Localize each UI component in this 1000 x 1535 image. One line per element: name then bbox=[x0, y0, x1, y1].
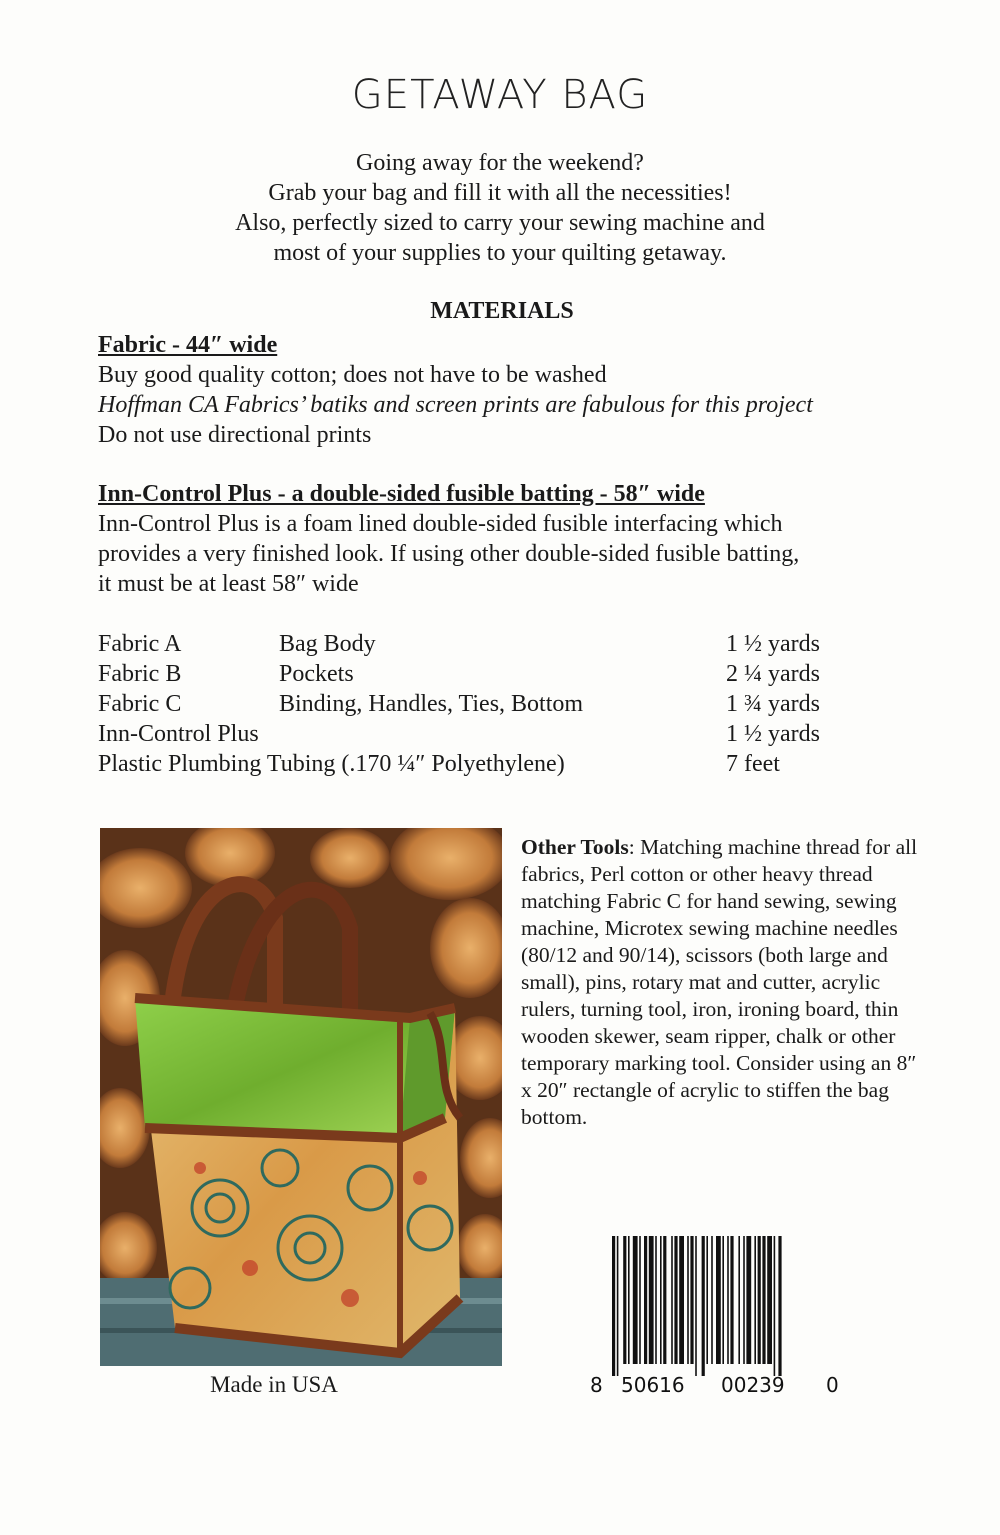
barcode-bar bbox=[702, 1236, 705, 1376]
barcode-bar bbox=[746, 1236, 751, 1364]
barcode-bar bbox=[671, 1236, 673, 1364]
inn-control-line: provides a very finished look. If using other double-sided fusible batting, bbox=[98, 541, 800, 567]
intro-text bbox=[0, 148, 1000, 268]
material-qty: 7 feet bbox=[726, 751, 780, 777]
barcode-bar bbox=[612, 1236, 615, 1376]
fabric-section bbox=[98, 330, 898, 450]
material-item: Fabric B bbox=[98, 661, 182, 687]
barcode-bar bbox=[649, 1236, 654, 1364]
intro-line: Grab your bag and fill it with all the necessities! bbox=[268, 180, 732, 206]
fabric-line-italic: Hoffman CA Fabrics’ batiks and screen prints are fabulous for this project bbox=[98, 392, 813, 418]
barcode-bar bbox=[774, 1236, 776, 1376]
barcode-digit-last: 0 bbox=[826, 1373, 839, 1397]
photo-caption: Made in USA bbox=[210, 1372, 338, 1397]
materials-heading: MATERIALS bbox=[430, 298, 574, 324]
bag-photo bbox=[100, 828, 502, 1366]
barcode-bar bbox=[711, 1236, 713, 1364]
barcode-bar bbox=[628, 1236, 630, 1364]
barcode-bar bbox=[623, 1236, 626, 1364]
intro-line: Also, perfectly sized to carry your sewing machine and bbox=[235, 210, 765, 236]
material-qty: 1 ½ yards bbox=[726, 721, 820, 747]
intro-line: most of your supplies to your quilting getaway. bbox=[273, 240, 727, 266]
inn-control-section bbox=[98, 479, 918, 599]
barcode-bar bbox=[674, 1236, 677, 1364]
barcode-bar bbox=[690, 1236, 693, 1364]
other-tools-text: : Matching machine thread for all fabrics, Perl cotton or other heavy thread matching Fabric C for hand sewing, sewing machine, Microtex sewing machine needles (80/12 and 90/14), scissors (both large and small), pins, rotary mat and cutter, acrylic rulers, turning tool, iron, ironing board, thin wooden skewer, seam ripper, chalk or other temporary marking tool. Consider using an 8″ x 20″ rectangle of acrylic to stiffen the bag bottom. bbox=[521, 835, 918, 1129]
page-title: GETAWAY BAG bbox=[351, 72, 649, 118]
fabric-heading: Fabric - 44″ wide bbox=[98, 332, 278, 358]
barcode-bar bbox=[738, 1236, 740, 1364]
barcode-bar bbox=[754, 1236, 756, 1364]
barcode-bar bbox=[617, 1236, 619, 1376]
barcode-bar bbox=[730, 1236, 733, 1364]
material-use: Bag Body bbox=[279, 631, 376, 657]
other-tools bbox=[521, 834, 921, 1131]
material-item: Inn-Control Plus bbox=[98, 721, 259, 747]
barcode-bar bbox=[743, 1236, 745, 1364]
barcode-bar bbox=[679, 1236, 684, 1364]
fabric-line: Buy good quality cotton; does not have to be washed bbox=[98, 362, 607, 388]
barcode-digit-first: 8 bbox=[590, 1373, 603, 1397]
barcode-bar bbox=[687, 1236, 689, 1364]
intro-line: Going away for the weekend? bbox=[356, 150, 644, 176]
barcode-bar bbox=[663, 1236, 666, 1364]
material-item: Fabric A bbox=[98, 631, 182, 657]
barcode-bar bbox=[695, 1236, 697, 1376]
barcode-bar bbox=[706, 1236, 708, 1364]
barcode-bar bbox=[778, 1236, 781, 1376]
barcode-bar bbox=[644, 1236, 647, 1364]
material-qty: 1 ¾ yards bbox=[726, 691, 820, 717]
barcode-bar bbox=[758, 1236, 761, 1364]
barcode-bar bbox=[762, 1236, 765, 1364]
fabric-line: Do not use directional prints bbox=[98, 422, 372, 448]
barcode-bar bbox=[633, 1236, 638, 1364]
barcode-bar bbox=[767, 1236, 772, 1364]
barcode-bar bbox=[716, 1236, 721, 1364]
material-item: Fabric C bbox=[98, 691, 182, 717]
barcode-bar bbox=[655, 1236, 657, 1364]
barcode-bar bbox=[722, 1236, 724, 1364]
material-use: Pockets bbox=[279, 661, 354, 687]
barcode-bar bbox=[727, 1236, 729, 1364]
inn-control-heading: Inn-Control Plus - a double-sided fusible batting - 58″ wide bbox=[98, 481, 705, 507]
material-use: Binding, Handles, Ties, Bottom bbox=[279, 691, 584, 717]
barcode-bar bbox=[639, 1236, 641, 1364]
inn-control-line: Inn-Control Plus is a foam lined double-sided fusible interfacing which bbox=[98, 511, 783, 537]
barcode-bar bbox=[660, 1236, 662, 1364]
material-qty: 1 ½ yards bbox=[726, 631, 820, 657]
material-qty: 2 ¼ yards bbox=[726, 661, 820, 687]
inn-control-line: it must be at least 58″ wide bbox=[98, 571, 359, 597]
material-item: Plastic Plumbing Tubing (.170 ¼″ Polyethylene) bbox=[98, 751, 565, 777]
barcode-digits-left: 50616 bbox=[621, 1373, 685, 1397]
other-tools-label: Other Tools bbox=[521, 835, 629, 859]
barcode-digits-right: 00239 bbox=[721, 1373, 785, 1397]
